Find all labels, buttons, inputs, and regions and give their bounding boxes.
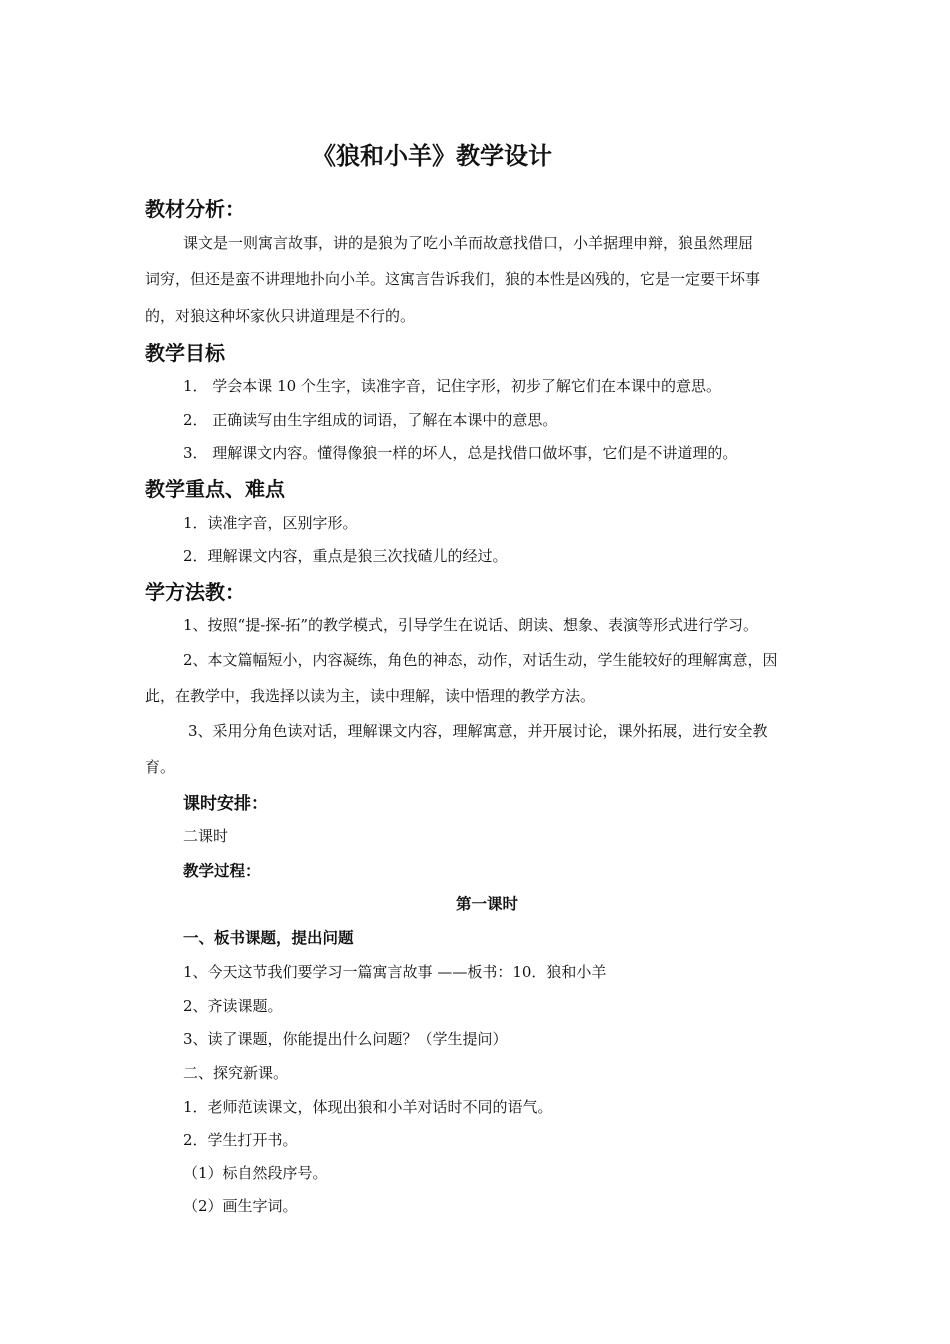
goal-item-3: 3． 理解课文内容。懂得像狼一样的坏人，总是找借口做坏事，它们是不讲道理的。: [183, 444, 738, 462]
methods-line-4: 3、采用分角色读对话，理解课文内容，理解寓意，并开展讨论，课外拓展，进行安全教: [188, 722, 768, 740]
section1-item-3: 3、读了课题，你能提出什么问题？（学生提问）: [183, 1030, 508, 1048]
keypoints-heading: 教学重点、难点: [145, 477, 285, 501]
methods-line-2: 2、本文篇幅短小，内容凝练，角色的神态，动作，对话生动，学生能较好的理解寓意，因: [183, 651, 778, 669]
analysis-line-3: 的，对狼这种坏家伙只讲道理是不行的。: [145, 307, 416, 325]
lesson-title: 第一课时: [456, 895, 519, 913]
keypoint-item-1: 1．读准字音，区别字形。: [183, 514, 358, 532]
analysis-line-1: 课文是一则寓言故事，讲的是狼为了吃小羊而故意找借口，小羊据理申辩，狼虽然理屈: [183, 234, 754, 252]
analysis-line-2: 词穷，但还是蛮不讲理地扑向小羊。这寓言告诉我们，狼的本性是凶残的，它是一定要干坏事: [145, 270, 761, 288]
schedule-value: 二课时: [183, 827, 229, 845]
process-heading: 教学过程：: [183, 862, 261, 880]
section1-item-1: 1、今天这节我们要学习一篇寓言故事 ——板书：10．狼和小羊: [183, 963, 607, 981]
goals-heading: 教学目标: [145, 341, 225, 365]
document-title: 《狼和小羊》教学设计: [312, 142, 552, 170]
section2-item-3: （1）标自然段序号。: [183, 1164, 328, 1182]
keypoint-item-2: 2．理解课文内容，重点是狼三次找碴儿的经过。: [183, 547, 508, 565]
section2-item-2: 2．学生打开书。: [183, 1131, 298, 1149]
goal-item-2: 2． 正确读写由生字组成的词语，了解在本课中的意思。: [183, 411, 558, 429]
methods-line-3: 此，在教学中，我选择以读为主，读中理解，读中悟理的教学方法。: [145, 687, 596, 705]
methods-heading: 学方法教：: [145, 580, 245, 604]
section1-item-2: 2、齐读课题。: [183, 997, 283, 1015]
schedule-heading: 课时安排：: [183, 794, 268, 814]
goal-item-1: 1． 学会本课 10 个生字，读准字音，记住字形，初步了解它们在本课中的意思。: [183, 377, 721, 395]
methods-line-1: 1、按照“提-探-拓”的教学模式，引导学生在说话、朗读、想象、表演等形式进行学习。: [183, 616, 759, 634]
section1-heading: 一、板书课题，提出问题: [183, 929, 354, 947]
section2-heading: 二、探究新课。: [183, 1064, 289, 1082]
methods-line-5: 育。: [145, 758, 176, 776]
section2-item-1: 1．老师范读课文，体现出狼和小羊对话时不同的语气。: [183, 1098, 553, 1116]
section2-item-4: （2）画生字词。: [183, 1197, 298, 1215]
analysis-heading: 教材分析：: [145, 197, 245, 221]
